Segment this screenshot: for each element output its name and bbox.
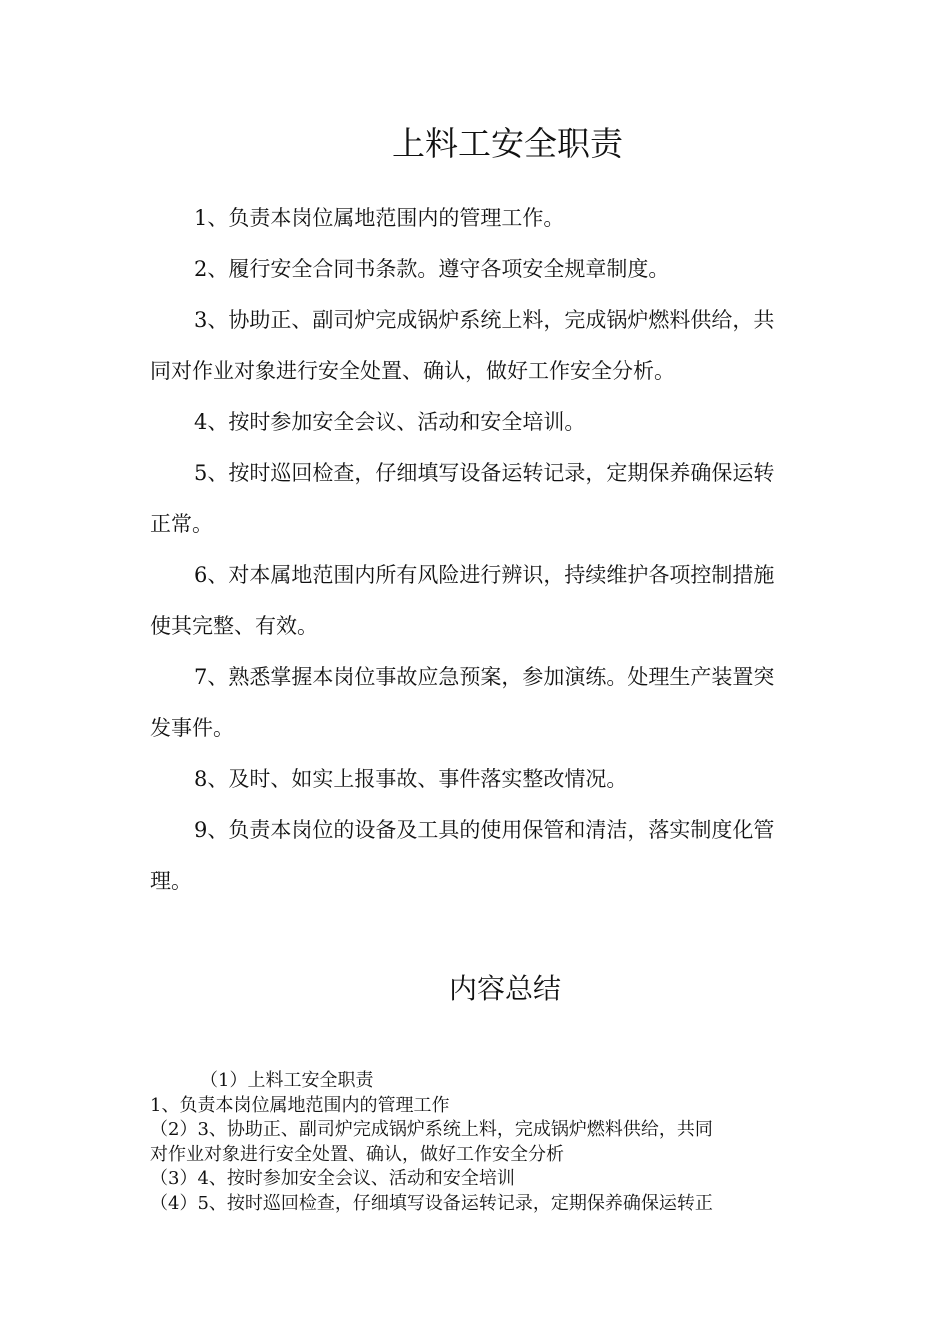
duty-list — [150, 193, 795, 907]
duty-item-5: 5、按时巡回检查，仔细填写设备运转记录，定期保养确保运转正常。 — [150, 461, 775, 536]
summary-line-4: 对作业对象进行安全处置、确认，做好工作安全分析 — [150, 1143, 564, 1165]
duty-item-4: 4、按时参加安全会议、活动和安全培训。 — [194, 410, 586, 434]
duty-item-9: 9、负责本岗位的设备及工具的使用保管和清洁，落实制度化管理。 — [150, 818, 775, 893]
summary-title: 内容总结 — [448, 972, 561, 1005]
summary-line-6: （4）5、按时巡回检查，仔细填写设备运转记录，定期保养确保运转正 — [150, 1192, 713, 1214]
summary-line-3: （2）3、协助正、副司炉完成锅炉系统上料，完成锅炉燃料供给，共同 — [150, 1119, 713, 1140]
duty-item-2: 2、履行安全合同书条款。遵守各项安全规章制度。 — [194, 257, 670, 281]
duty-item-1: 1、负责本岗位属地范围内的管理工作。 — [194, 206, 565, 230]
summary-line-5: （3）4、按时参加安全会议、活动和安全培训 — [150, 1168, 515, 1189]
duty-item-3: 3、协助正、副司炉完成锅炉系统上料，完成锅炉燃料供给，共同对作业对象进行安全处置、确认，做好工作安全分析。 — [150, 308, 775, 383]
summary-line-1: （1）上料工安全职责 — [200, 1070, 374, 1091]
document-title: 上料工安全职责 — [392, 124, 623, 163]
summary-line-2: 1、负责本岗位属地范围内的管理工作 — [150, 1094, 450, 1116]
duty-item-6: 6、对本属地范围内所有风险进行辨识，持续维护各项控制措施使其完整、有效。 — [150, 563, 775, 638]
duty-item-7: 7、熟悉掌握本岗位事故应急预案，参加演练。处理生产装置突发事件。 — [150, 665, 775, 740]
summary-list — [150, 1069, 795, 1216]
duty-item-8: 8、及时、如实上报事故、事件落实整改情况。 — [194, 767, 628, 791]
